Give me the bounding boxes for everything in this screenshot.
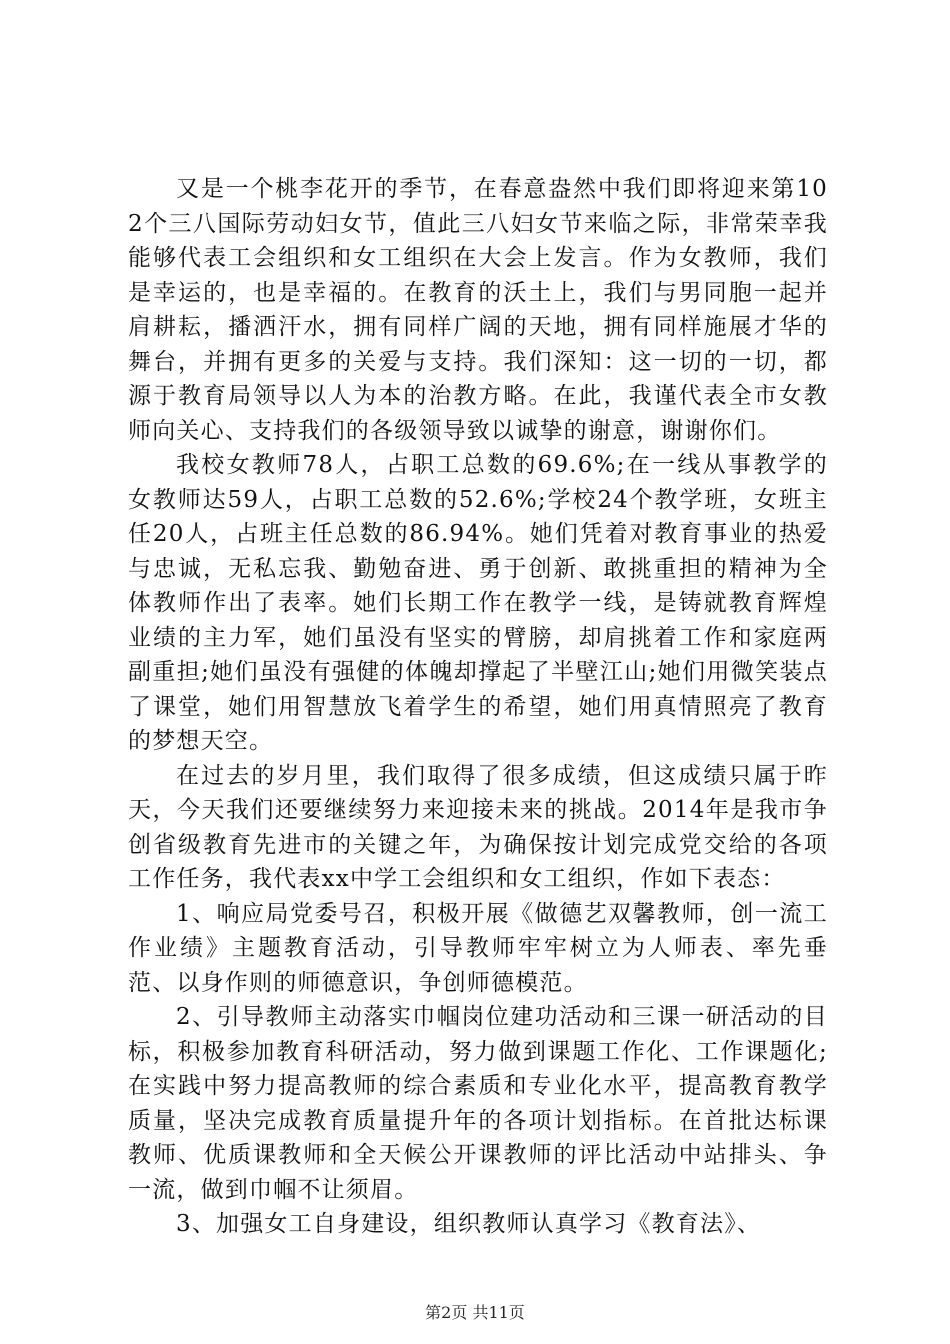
paragraph-statistics: 我校女教师78人，占职工总数的69.6%;在一线从事教学的女教师达59人，占职工总数的52.6%;学校24个教学班，女班主任20人，占班主任总数的86.94%。她们凭着对教育事业的热爱与忠诚，无私忘我、勤勉奋进、勇于创新、敢挑重担的精神为全体教师作出了表率。她们长期工作在教学一线，是铸就教育辉煌业绩的主力军，她们虽没有坚实的臂膀，却肩挑着工作和家庭两副重担;她们虽没有强健的体魄却撑起了半壁江山;她们用微笑装点了课堂，她们用智慧放飞着学生的希望，她们用真情照亮了教育的梦想天空。 [128,452,828,754]
paragraph-intro: 又是一个桃李花开的季节，在春意盎然中我们即将迎来第102个三八国际劳动妇女节，值此三八妇女节来临之际，非常荣幸我能够代表工会组织和女工组织在大会上发言。作为女教师，我们是幸运的，也是幸福的。在教育的沃土上，我们与男同胞一起并肩耕耘，播洒汗水，拥有同样广阔的天地，拥有同样施展才华的舞台，并拥有更多的关爱与支持。我们深知：这一切的一切，都源于教育局领导以人为本的治教方略。在此，我谨代表全市女教师向关心、支持我们的各级领导致以诚挚的谢意，谢谢你们。 [128,176,828,444]
page-number-footer: 第2页 共11页 [425,1303,525,1322]
paragraph-item-2: 2、引导教师主动落实巾帼岗位建功活动和三课一研活动的目标，积极参加教育科研活动，努力做到课题工作化、工作课题化;在实践中努力提高教师的综合素质和专业化水平，提高教育教学质量，坚决完成教育质量提升年的各项计划指标。在首批达标课教师、优质课教师和全天候公开课教师的评比活动中站排头、争一流，做到巾帼不让须眉。 [128,1004,828,1203]
document-body [128,172,828,1242]
paragraph-pledge-intro: 在过去的岁月里，我们取得了很多成绩，但这成绩只属于昨天，今天我们还要继续努力来迎接未来的挑战。2014年是我市争创省级教育先进市的关键之年，为确保按计划完成党交给的各项工作任务，我代表xx中学工会组织和女工组织，作如下表态： [128,762,828,892]
paragraph-item-3: 3、加强女工自身建设，组织教师认真学习《教育法》、 [176,1211,762,1237]
paragraph-item-1: 1、响应局党委号召，积极开展《做德艺双馨教师，创一流工作业绩》主题教育活动，引导教师牢牢树立为人师表、率先垂范、以身作则的师德意识，争创师德模范。 [128,900,828,996]
